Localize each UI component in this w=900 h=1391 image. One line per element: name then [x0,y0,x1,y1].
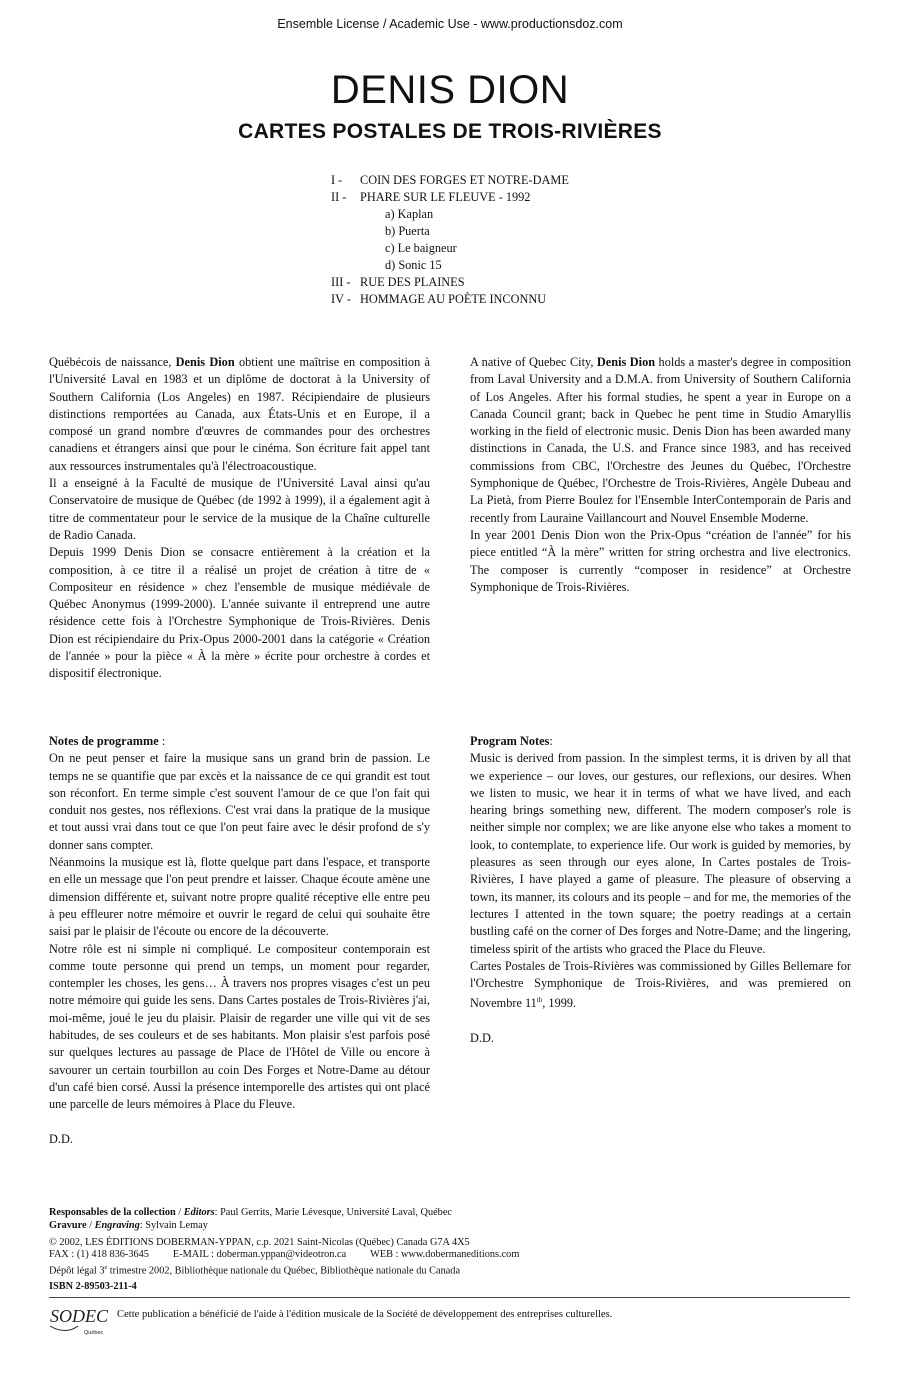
movement-item [331,274,569,291]
engraving-label-en: Engraving [94,1219,140,1231]
website: WEB : www.dobermaneditions.com [370,1249,520,1261]
movement-number: I - [331,173,343,187]
bio-paragraph: In year 2001 Denis Dion won the Prix-Opus “création de l'année” for his piece entitled “À la mère” written for string orchestra and live electronics. The composer is currently “composer in residence” at Orchestre Symphonique de Trois-Rivières. [470,527,851,594]
bio-paragraph [470,354,851,527]
sodec-logo-text: SODEC [50,1306,108,1326]
editors-label-fr: Responsables de la collection [49,1207,176,1218]
composer-name-bold: Denis Dion [175,355,235,369]
bio-paragraph: Depuis 1999 Denis Dion se consacre entièrement à la création et la composition, à ce titre il a réalisé un projet de création à titre de « Compositeur en résidence » chez l'ensemble de musique médiévale de Québec Anonymus (1999-2000). L'année suivante il entreprend une autre résidence cette fois à l'Orchestre Symphonique de Trois-Rivières. Denis Dion est récipiendaire du Prix-Opus 2000-2001 dans la catégorie « Création de l'année » pour la pièce « À la mère » écrite pour orchestre à cordes et dispositif électronique. [49,545,430,681]
biography-french [49,354,430,683]
license-line: Ensemble License / Academic Use - www.productionsdoz.com [277,17,623,31]
movement-title: COIN DES FORGES ET NOTRE-DAME [360,173,569,187]
engraver-name: Sylvain Lemay [145,1219,208,1231]
bio-text: A native of Quebec City, [470,355,597,369]
notes-signature: D.D. [49,1131,73,1146]
bio-text: holds a master's degree in composition from Laval University and a D.M.A. from University of Southern California of Los Angeles. After his formal studies, he spent a year in Europe on a Canada Council grant; back in Quebec he pent time in Studio Amaryllis working in the field of electronic music. Denis Dion has been awarded many distinctions in Canada, the U.S. and France since 1983, and has received commissions from CBC, l'Orchestre des Jeunes du Québec, l'Orchestre Symphonique de Québec, l'Orchestre de Trois-Rivières, Angèle Dubeau and La Pietà, from Pierre Boulez for l'Ensemble InterContemporain de Paris and recently from Lauraine Vaillancourt and Nouvel Ensemble Moderne. [470,355,851,525]
depot-text: trimestre 2002, Bibliothèque nationale du Québec, Bibliothèque nationale du Canada [107,1265,461,1277]
composer-name-bold: Denis Dion [596,355,656,369]
notes-paragraph: On ne peut penser et faire la musique sans un grand brin de passion. Le temps ne se quantifie que par excès et la naissance de ce qui grandit est tout son réconfort. En terme simple c'est souvent l'amour de ce que l'on fait qui conduit nos gestes, nos réflexions. C'est vrai dans la pratique de la musique et tout aussi vrai dans tout ce que l'on peut faire avec le désir profond de s'y donner sans compter. [49,751,430,852]
sub-movement-item: b) Puerta [385,224,430,238]
bio-text: obtient une maîtrise en composition à l'Université Laval en 1983 et un diplôme de doctorat à la University of Southern California (Los Angeles) en 1987. Récipiendaire de plusieurs distinctions remportées au Canada, aux États-Unis et en Europe, il a composé un grand nombre d'œuvres de commandes pour des orchestres canadiens et étrangers ainsi que pour le cinéma. Son écriture fait appel tant aux ressources instrumentales qu'à l'électroacoustique. [49,355,430,473]
movement-number: II - [331,190,347,204]
editors-label-en: Editors [183,1207,215,1218]
notes-heading-suffix: : [549,734,553,748]
bio-paragraph: Il a enseigné à la Faculté de musique de l'Université Laval ainsi qu'au Conservatoire de musique de Québec (de 1992 à 1999), il a également agit à titre de commentateur pour le service de la musique de la Chaîne culturelle de Radio Canada. [49,476,430,542]
bio-text: Québécois de naissance, [49,355,176,369]
notes-text: Cartes Postales de Trois-Rivières was commissioned by Gilles Bellemare for l'Orchestre Symphonique de Trois-Rivières, and was premiered on Novembre 11 [470,958,851,1011]
program-notes-english [470,733,851,1047]
notes-paragraph: Music is derived from passion. In the simplest terms, it is driven by all that we experience – our loves, our gestures, our reflexions, our desires. When we listen to music, we hear it in terms of what we have lived, and each hearing brings something new, different. The modern composer's role is neither simple nor complex; we are like anyone else who takes a moment to look, to contemplate, to experience life. Our work is guided by memories, by pleasures as seen through our eyes alone, In Cartes postales de Trois-Rivières, I have played a game of pleasure. The pleasure of observing a town, its manner, its colours and its people – and for me, the memories of the lectures I attented in the town square; the poetry readings at a certain bustling café on the corner of Des forges and Notre-Dame; and the lingering, timeless spirit of the artists who graced the Place du Fleuve. [470,751,851,956]
sodec-logo-sub: Québec [84,1330,104,1336]
email-address: E-MAIL : doberman.yppan@videotron.ca [172,1249,347,1261]
notes-paragraph: Notre rôle est ni simple ni compliqué. Le compositeur contemporain est comme toute personne qui prend un temps, un moment pour regarder, contempler les choses, les gens… À travers nos propres visages c'est un peu notre mémoire qui guide les sens. Dans Cartes postales de Trois-Rivières j'ai, moi-même, joué le jeu du plaisir. Plaisir de regarder une ville qui vit de ses habitudes, de ses couleurs et de ses habitants. Mon plaisir s'est parfois posé sur quelques lectures au passage de Place de l'Hôtel de Ville ou encore à savourer un certain tourbillon au coin Des Forges et Notre-Dame au détour d'un café bien corsé. Aussi la présence intemporelle des artistes qui ont placé une parcelle de leurs mémoires à Place du Fleuve. [49,941,430,1112]
notes-paragraph [470,958,851,1013]
notes-heading-label: Notes de programme [49,734,159,748]
engraving-line: Gravure / Engraving: Sylvain Lemay [49,1219,208,1231]
ordinal-suffix: th [536,996,543,1005]
movement-title: PHARE SUR LE FLEUVE - 1992 [360,190,531,204]
publication-credits [49,1207,849,1294]
sodec-logo [48,1302,112,1336]
biography-english [470,354,851,596]
notes-paragraph: Néanmoins la musique est là, flotte quelque part dans l'espace, et transporte en elle un message que l'on peut prendre et laisser. Chaque écoute amène une dimension différente et, suivant notre propre qualité réceptive elle entre peu à peu effleurer notre mémoire et ouvrir le regard de celui qui souhaite être saisi par le plaisir de l'écoute ou encore de la découverte. [49,855,430,939]
program-notes-french [49,733,430,1148]
movement-title: RUE DES PLAINES [360,275,465,289]
copyright-line: © 2002, LES ÉDITIONS DOBERMAN-YPPAN, c.p. 2021 Saint-Nicolas (Québec) Canada G7A 4X5 [49,1236,470,1248]
notes-text: , 1999. [542,996,577,1011]
isbn: ISBN 2-89503-211-4 [49,1281,137,1293]
movement-list [331,172,569,308]
legal-deposit-line [49,1262,849,1278]
notes-heading-suffix: : [158,734,166,748]
movement-item [331,172,569,189]
notes-heading [470,733,851,750]
bio-paragraph [49,354,430,475]
fax-number: FAX : (1) 418 836-3645 [49,1249,149,1261]
movement-title: HOMMAGE AU POÈTE INCONNU [360,292,547,306]
editors-line: Responsables de la collection / Editors: Paul Gerrits, Marie Lévesque, Université Laval, Québec [49,1207,452,1218]
movement-item [331,189,569,206]
notes-heading [49,733,430,750]
engraving-label-fr: Gravure [49,1219,87,1231]
composer-name: DENIS DION [330,68,570,112]
work-title: CARTES POSTALES DE TROIS-RIVIÈRES [238,120,662,143]
sub-movement-item: a) Kaplan [385,207,434,221]
editors-names: Paul Gerrits, Marie Lévesque, Université Laval, Québec [220,1207,452,1218]
divider [49,1297,850,1298]
contact-line [49,1249,849,1262]
notes-signature: D.D. [470,1030,494,1045]
movement-number: IV - [331,292,351,306]
sub-movement-item: d) Sonic 15 [385,258,442,272]
movement-number: III - [331,275,351,289]
depot-superscript: e [104,1265,108,1272]
notes-heading-label: Program Notes [470,734,550,748]
sodec-funding-note: Cette publication a bénéficié de l'aide à l'édition musicale de la Société de développement des entreprises culturelles. [117,1309,613,1320]
movement-item [331,291,569,308]
depot-text: Dépôt légal 3 [49,1265,105,1277]
sub-movement-item: c) Le baigneur [385,241,457,255]
